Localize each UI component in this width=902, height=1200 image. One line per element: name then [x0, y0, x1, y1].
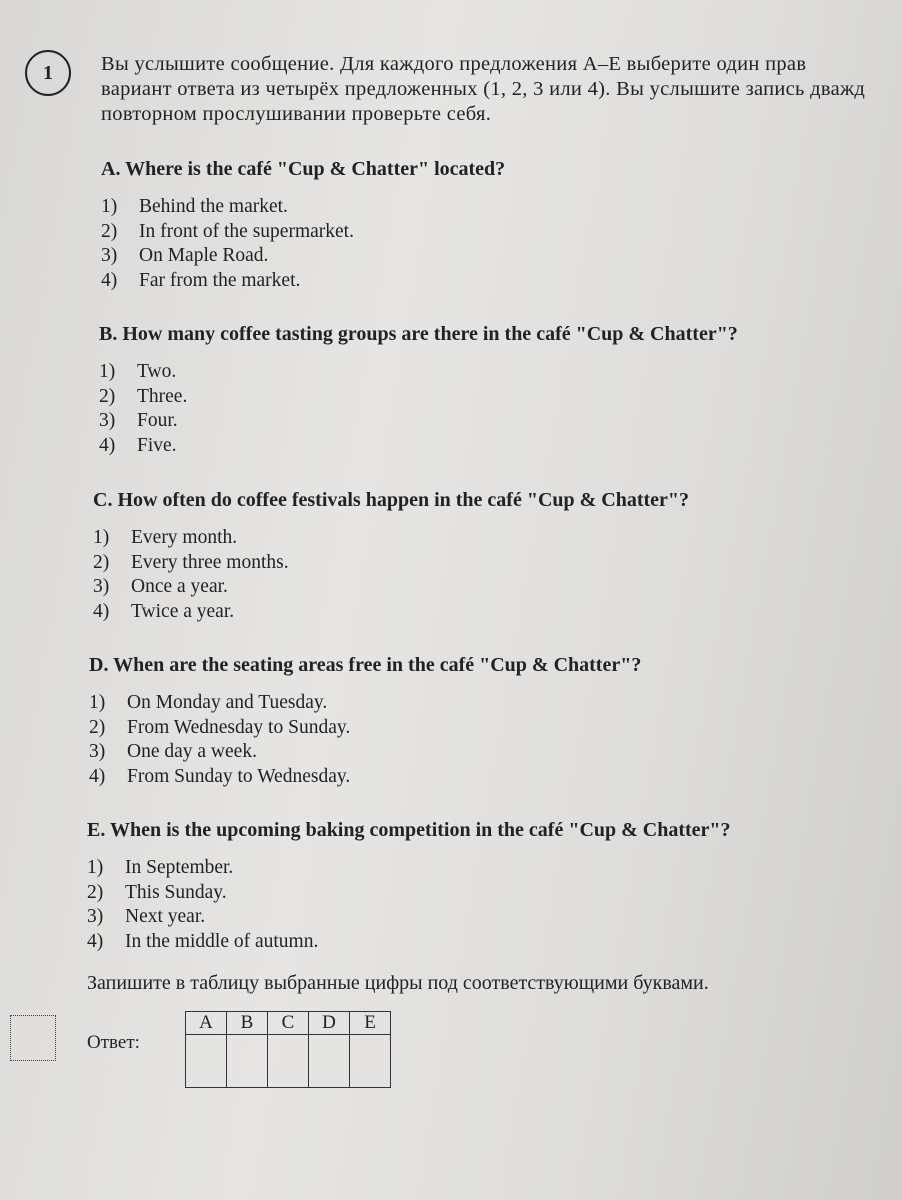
answer-cell-b[interactable]	[227, 1035, 268, 1088]
option-number: 2)	[93, 551, 110, 573]
footer-instruction: Запишите в таблицу выбранные цифры под соответствующими буквами.	[87, 972, 709, 994]
question-title: A. Where is the café "Cup & Chatter" located?	[101, 158, 506, 180]
answer-cell-d[interactable]	[309, 1035, 350, 1088]
option[interactable]	[99, 434, 738, 459]
instruction-line: повторном прослушивании проверьте себя.	[101, 103, 492, 125]
option-text: From Wednesday to Sunday.	[127, 716, 351, 738]
option-number: 3)	[89, 741, 106, 762]
instruction-line: Вы услышите сообщение. Для каждого предложения A–E выберите один прав	[101, 53, 807, 75]
option-text: Behind the market.	[139, 196, 288, 217]
option-number: 3)	[101, 245, 118, 266]
answer-label: Ответ:	[87, 1032, 140, 1053]
question-title: D. When are the seating areas free in the café "Cup & Chatter"?	[89, 654, 642, 676]
option-text: In September.	[125, 857, 234, 878]
option[interactable]	[93, 575, 689, 600]
question-title: C. How often do coffee festivals happen in the café "Cup & Chatter"?	[93, 489, 690, 511]
option-text: One day a week.	[127, 741, 257, 762]
option[interactable]	[101, 269, 505, 294]
option-text: Five.	[137, 434, 177, 456]
option[interactable]	[99, 409, 738, 434]
option-number: 2)	[101, 220, 118, 242]
question-e	[87, 819, 731, 954]
option-text: On Monday and Tuesday.	[127, 692, 328, 713]
option[interactable]	[101, 220, 505, 245]
option-text: This Sunday.	[125, 881, 227, 903]
option-number: 3)	[87, 906, 104, 927]
option[interactable]	[93, 600, 689, 625]
option-number: 1)	[99, 361, 116, 382]
option-text: In front of the supermarket.	[139, 220, 354, 242]
option[interactable]	[101, 195, 505, 220]
option[interactable]	[93, 526, 689, 551]
option-number: 2)	[89, 716, 106, 738]
answer-header-c: C	[268, 1012, 309, 1035]
option-number: 2)	[99, 385, 116, 407]
instruction-line: вариант ответа из четырёх предложенных (1, 2, 3 или 4). Вы услышите запись дважд	[101, 78, 866, 100]
task-number-badge	[25, 50, 71, 96]
question-a	[101, 158, 505, 293]
option-number: 1)	[93, 527, 110, 548]
option[interactable]	[99, 360, 738, 385]
answer-header-b: B	[227, 1012, 268, 1035]
option[interactable]	[93, 551, 689, 576]
answer-header-a: A	[186, 1012, 227, 1035]
answer-header-row	[186, 1012, 391, 1035]
task-instruction	[101, 52, 902, 127]
option-text: In the middle of autumn.	[125, 930, 319, 952]
option[interactable]	[87, 930, 731, 955]
option-text: Every month.	[131, 527, 238, 548]
option-number: 4)	[93, 600, 110, 622]
option-number: 1)	[101, 196, 118, 217]
answer-cell-a[interactable]	[186, 1035, 227, 1088]
question-d	[89, 654, 641, 789]
option-text: Every three months.	[131, 551, 289, 573]
option-text: Three.	[137, 385, 188, 407]
option[interactable]	[89, 765, 641, 790]
option-text: Next year.	[125, 906, 206, 927]
answer-header-e: E	[350, 1012, 391, 1035]
option[interactable]	[89, 691, 641, 716]
option-number: 4)	[89, 765, 106, 787]
question-c	[93, 489, 689, 624]
option[interactable]	[99, 385, 738, 410]
option-number: 4)	[101, 269, 118, 291]
option[interactable]	[87, 881, 731, 906]
score-checkbox[interactable]	[10, 1015, 56, 1061]
option-text: Twice a year.	[131, 600, 235, 622]
option[interactable]	[87, 905, 731, 930]
answer-header-d: D	[309, 1012, 350, 1035]
option-number: 1)	[89, 692, 106, 713]
option-text: From Sunday to Wednesday.	[127, 765, 351, 787]
option[interactable]	[89, 740, 641, 765]
option-text: Far from the market.	[139, 269, 301, 291]
option-number: 4)	[99, 434, 116, 456]
task-number: 1	[43, 61, 53, 84]
option-number: 3)	[93, 576, 110, 597]
option[interactable]	[101, 244, 505, 269]
option-number: 4)	[87, 930, 104, 952]
option-text: Two.	[137, 361, 177, 382]
option[interactable]	[87, 856, 731, 881]
option-number: 2)	[87, 881, 104, 903]
option[interactable]	[89, 716, 641, 741]
option-number: 3)	[99, 410, 116, 431]
option-text: Once a year.	[131, 576, 228, 597]
question-title: B. How many coffee tasting groups are there in the café "Cup & Chatter"?	[99, 323, 738, 345]
question-title: E. When is the upcoming baking competition in the café "Cup & Chatter"?	[87, 819, 731, 841]
answer-value-row	[186, 1035, 391, 1088]
answer-table	[185, 1011, 391, 1088]
option-text: Four.	[137, 410, 178, 431]
option-text: On Maple Road.	[139, 245, 269, 266]
answer-cell-e[interactable]	[350, 1035, 391, 1088]
question-b	[99, 323, 738, 458]
answer-cell-c[interactable]	[268, 1035, 309, 1088]
option-number: 1)	[87, 857, 104, 878]
